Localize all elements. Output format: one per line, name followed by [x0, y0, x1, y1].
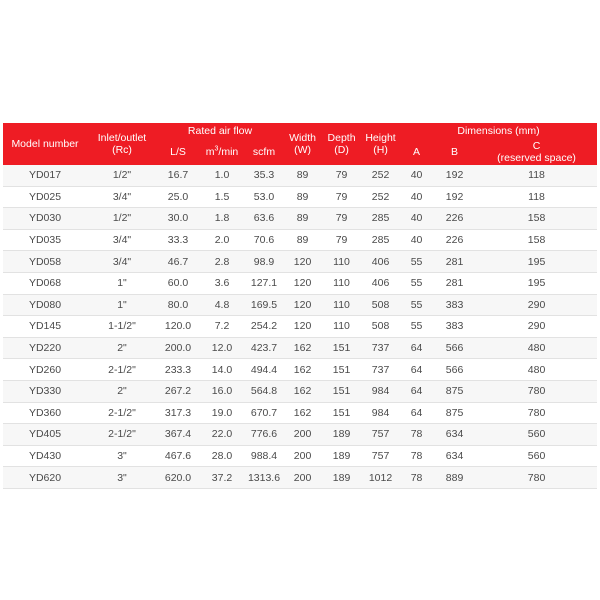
cell-width: 89 [283, 186, 322, 208]
cell-flow-m3min: 19.0 [199, 402, 245, 424]
header-width-unit: (W) [294, 144, 311, 156]
cell-flow-scfm: 70.6 [245, 229, 283, 251]
table-row [3, 359, 597, 381]
cell-height: 406 [361, 272, 400, 294]
header-c [476, 139, 597, 165]
cell-inlet-outlet: 2-1/2" [87, 402, 157, 424]
header-a [400, 139, 433, 165]
cell-depth: 79 [322, 186, 361, 208]
cell-inlet-outlet: 3" [87, 445, 157, 467]
table-row [3, 316, 597, 338]
cell-flow-ls: 467.6 [157, 445, 199, 467]
cell-dim-b: 634 [433, 445, 476, 467]
table-row [3, 402, 597, 424]
cell-depth: 189 [322, 424, 361, 446]
cell-model-number: YD405 [3, 424, 87, 446]
cell-dim-c: 780 [476, 402, 597, 424]
cell-model-number: YD030 [3, 208, 87, 230]
cell-depth: 189 [322, 445, 361, 467]
cell-flow-ls: 120.0 [157, 316, 199, 338]
cell-flow-m3min: 28.0 [199, 445, 245, 467]
table-row [3, 208, 597, 230]
cell-depth: 79 [322, 229, 361, 251]
cell-dim-a: 55 [400, 294, 433, 316]
table-row [3, 445, 597, 467]
cell-flow-scfm: 564.8 [245, 380, 283, 402]
table-row [3, 229, 597, 251]
cell-model-number: YD620 [3, 467, 87, 489]
header-m3-base: m [205, 146, 215, 158]
cell-height: 406 [361, 251, 400, 273]
cell-inlet-outlet: 1/2" [87, 165, 157, 186]
header-m3-tail: /min [218, 146, 239, 158]
cell-dim-b: 281 [433, 251, 476, 273]
cell-height: 508 [361, 316, 400, 338]
cell-model-number: YD330 [3, 380, 87, 402]
cell-model-number: YD430 [3, 445, 87, 467]
cell-dim-a: 40 [400, 229, 433, 251]
cell-depth: 79 [322, 208, 361, 230]
header-b [433, 139, 476, 165]
cell-flow-m3min: 3.6 [199, 272, 245, 294]
cell-dim-b: 566 [433, 337, 476, 359]
cell-dim-b: 875 [433, 402, 476, 424]
cell-inlet-outlet: 2" [87, 337, 157, 359]
header-model-number [3, 123, 87, 165]
header-width-label: Width [289, 132, 316, 144]
header-ls [157, 139, 199, 165]
cell-dim-a: 64 [400, 359, 433, 381]
cell-height: 508 [361, 294, 400, 316]
header-a-label: A [413, 146, 421, 158]
cell-depth: 151 [322, 402, 361, 424]
cell-flow-ls: 80.0 [157, 294, 199, 316]
table-row [3, 424, 597, 446]
cell-dim-b: 281 [433, 272, 476, 294]
table-row [3, 467, 597, 489]
header-depth [322, 123, 361, 165]
cell-flow-ls: 60.0 [157, 272, 199, 294]
cell-width: 120 [283, 294, 322, 316]
cell-flow-m3min: 1.5 [199, 186, 245, 208]
cell-dim-b: 383 [433, 294, 476, 316]
cell-width: 162 [283, 337, 322, 359]
cell-dim-c: 195 [476, 272, 597, 294]
cell-dim-b: 566 [433, 359, 476, 381]
header-m3min [199, 139, 245, 165]
cell-model-number: YD360 [3, 402, 87, 424]
cell-flow-scfm: 127.1 [245, 272, 283, 294]
cell-height: 285 [361, 229, 400, 251]
cell-flow-scfm: 254.2 [245, 316, 283, 338]
cell-inlet-outlet: 3" [87, 467, 157, 489]
cell-model-number: YD145 [3, 316, 87, 338]
header-depth-label: Depth [327, 132, 356, 144]
cell-dim-a: 55 [400, 272, 433, 294]
cell-flow-m3min: 14.0 [199, 359, 245, 381]
header-width [283, 123, 322, 165]
table-row [3, 165, 597, 186]
cell-model-number: YD068 [3, 272, 87, 294]
cell-flow-ls: 200.0 [157, 337, 199, 359]
cell-width: 120 [283, 272, 322, 294]
cell-flow-m3min: 2.0 [199, 229, 245, 251]
cell-depth: 110 [322, 251, 361, 273]
header-scfm-label: scfm [252, 146, 276, 158]
cell-flow-scfm: 169.5 [245, 294, 283, 316]
cell-flow-m3min: 1.0 [199, 165, 245, 186]
cell-inlet-outlet: 1" [87, 272, 157, 294]
table-row [3, 251, 597, 273]
header-height [361, 123, 400, 165]
cell-flow-ls: 367.4 [157, 424, 199, 446]
cell-flow-ls: 46.7 [157, 251, 199, 273]
spec-table-container [3, 123, 597, 489]
cell-dim-c: 158 [476, 229, 597, 251]
cell-depth: 189 [322, 467, 361, 489]
cell-model-number: YD260 [3, 359, 87, 381]
cell-model-number: YD025 [3, 186, 87, 208]
cell-inlet-outlet: 1/2" [87, 208, 157, 230]
header-dimensions-label: Dimensions (mm) [457, 125, 540, 137]
cell-height: 285 [361, 208, 400, 230]
header-rated-air-flow-label: Rated air flow [187, 125, 253, 137]
cell-flow-ls: 267.2 [157, 380, 199, 402]
cell-depth: 151 [322, 359, 361, 381]
cell-dim-a: 78 [400, 445, 433, 467]
cell-flow-ls: 233.3 [157, 359, 199, 381]
cell-flow-scfm: 423.7 [245, 337, 283, 359]
header-inlet-label: Inlet/outlet [97, 132, 147, 144]
cell-flow-m3min: 22.0 [199, 424, 245, 446]
cell-depth: 151 [322, 380, 361, 402]
cell-flow-ls: 317.3 [157, 402, 199, 424]
cell-width: 162 [283, 402, 322, 424]
cell-flow-ls: 25.0 [157, 186, 199, 208]
cell-dim-a: 40 [400, 186, 433, 208]
cell-inlet-outlet: 3/4" [87, 186, 157, 208]
header-scfm [245, 139, 283, 165]
cell-width: 120 [283, 251, 322, 273]
cell-flow-m3min: 7.2 [199, 316, 245, 338]
cell-height: 757 [361, 424, 400, 446]
header-depth-unit: (D) [334, 144, 349, 156]
cell-dim-c: 780 [476, 467, 597, 489]
cell-inlet-outlet: 1" [87, 294, 157, 316]
cell-height: 1012 [361, 467, 400, 489]
table-row [3, 272, 597, 294]
cell-depth: 151 [322, 337, 361, 359]
cell-height: 737 [361, 337, 400, 359]
header-ls-label: L/S [170, 146, 186, 158]
table-row [3, 380, 597, 402]
cell-flow-m3min: 16.0 [199, 380, 245, 402]
cell-inlet-outlet: 2-1/2" [87, 424, 157, 446]
cell-flow-scfm: 776.6 [245, 424, 283, 446]
cell-flow-m3min: 2.8 [199, 251, 245, 273]
cell-dim-c: 158 [476, 208, 597, 230]
cell-dim-b: 383 [433, 316, 476, 338]
cell-inlet-outlet: 3/4" [87, 229, 157, 251]
cell-dim-c: 560 [476, 445, 597, 467]
cell-width: 200 [283, 467, 322, 489]
cell-flow-scfm: 1313.6 [245, 467, 283, 489]
header-b-label: B [451, 146, 459, 158]
cell-dim-a: 55 [400, 316, 433, 338]
cell-width: 200 [283, 424, 322, 446]
header-rated-air-flow [157, 123, 283, 139]
cell-flow-scfm: 63.6 [245, 208, 283, 230]
cell-depth: 110 [322, 294, 361, 316]
cell-height: 737 [361, 359, 400, 381]
cell-depth: 110 [322, 316, 361, 338]
cell-inlet-outlet: 2" [87, 380, 157, 402]
cell-flow-scfm: 670.7 [245, 402, 283, 424]
cell-width: 120 [283, 316, 322, 338]
cell-dim-c: 195 [476, 251, 597, 273]
header-model-label: Model number [11, 138, 79, 150]
cell-width: 89 [283, 165, 322, 186]
cell-dim-b: 226 [433, 229, 476, 251]
cell-dim-c: 480 [476, 337, 597, 359]
cell-height: 984 [361, 402, 400, 424]
cell-flow-m3min: 37.2 [199, 467, 245, 489]
header-inlet-outlet [87, 123, 157, 165]
cell-flow-m3min: 1.8 [199, 208, 245, 230]
table-row [3, 337, 597, 359]
cell-width: 89 [283, 229, 322, 251]
cell-dim-a: 64 [400, 337, 433, 359]
table-row [3, 294, 597, 316]
header-inlet-unit: (Rc) [112, 144, 132, 156]
cell-dim-c: 780 [476, 380, 597, 402]
cell-dim-a: 64 [400, 380, 433, 402]
cell-flow-ls: 33.3 [157, 229, 199, 251]
header-c-unit: (reserved space) [497, 152, 576, 164]
cell-height: 252 [361, 165, 400, 186]
cell-dim-c: 560 [476, 424, 597, 446]
cell-flow-ls: 620.0 [157, 467, 199, 489]
cell-dim-a: 78 [400, 424, 433, 446]
cell-inlet-outlet: 3/4" [87, 251, 157, 273]
cell-dim-a: 64 [400, 402, 433, 424]
cell-model-number: YD058 [3, 251, 87, 273]
header-c-label: C [532, 140, 541, 152]
cell-inlet-outlet: 1-1/2" [87, 316, 157, 338]
cell-height: 757 [361, 445, 400, 467]
table-header [3, 123, 597, 165]
cell-flow-ls: 16.7 [157, 165, 199, 186]
cell-width: 162 [283, 380, 322, 402]
header-m3-sup: 3 [214, 145, 219, 153]
cell-dim-c: 118 [476, 186, 597, 208]
cell-dim-a: 40 [400, 208, 433, 230]
cell-dim-c: 118 [476, 165, 597, 186]
cell-model-number: YD080 [3, 294, 87, 316]
cell-dim-b: 634 [433, 424, 476, 446]
cell-dim-c: 480 [476, 359, 597, 381]
table-row [3, 186, 597, 208]
header-dimensions [400, 123, 597, 139]
cell-dim-b: 192 [433, 165, 476, 186]
cell-flow-scfm: 53.0 [245, 186, 283, 208]
cell-flow-scfm: 35.3 [245, 165, 283, 186]
cell-dim-a: 55 [400, 251, 433, 273]
cell-width: 162 [283, 359, 322, 381]
cell-inlet-outlet: 2-1/2" [87, 359, 157, 381]
cell-model-number: YD220 [3, 337, 87, 359]
cell-dim-b: 889 [433, 467, 476, 489]
cell-dim-a: 78 [400, 467, 433, 489]
cell-flow-m3min: 12.0 [199, 337, 245, 359]
cell-dim-c: 290 [476, 316, 597, 338]
cell-flow-scfm: 98.9 [245, 251, 283, 273]
cell-flow-m3min: 4.8 [199, 294, 245, 316]
cell-flow-ls: 30.0 [157, 208, 199, 230]
cell-depth: 79 [322, 165, 361, 186]
cell-height: 252 [361, 186, 400, 208]
spec-table [3, 123, 597, 489]
cell-width: 200 [283, 445, 322, 467]
cell-dim-b: 875 [433, 380, 476, 402]
cell-dim-b: 192 [433, 186, 476, 208]
cell-model-number: YD017 [3, 165, 87, 186]
cell-depth: 110 [322, 272, 361, 294]
table-body [3, 165, 597, 488]
cell-dim-b: 226 [433, 208, 476, 230]
cell-dim-c: 290 [476, 294, 597, 316]
cell-dim-a: 40 [400, 165, 433, 186]
cell-height: 984 [361, 380, 400, 402]
cell-width: 89 [283, 208, 322, 230]
cell-flow-scfm: 494.4 [245, 359, 283, 381]
cell-flow-scfm: 988.4 [245, 445, 283, 467]
header-height-label: Height [365, 132, 396, 144]
cell-model-number: YD035 [3, 229, 87, 251]
header-height-unit: (H) [373, 144, 388, 156]
